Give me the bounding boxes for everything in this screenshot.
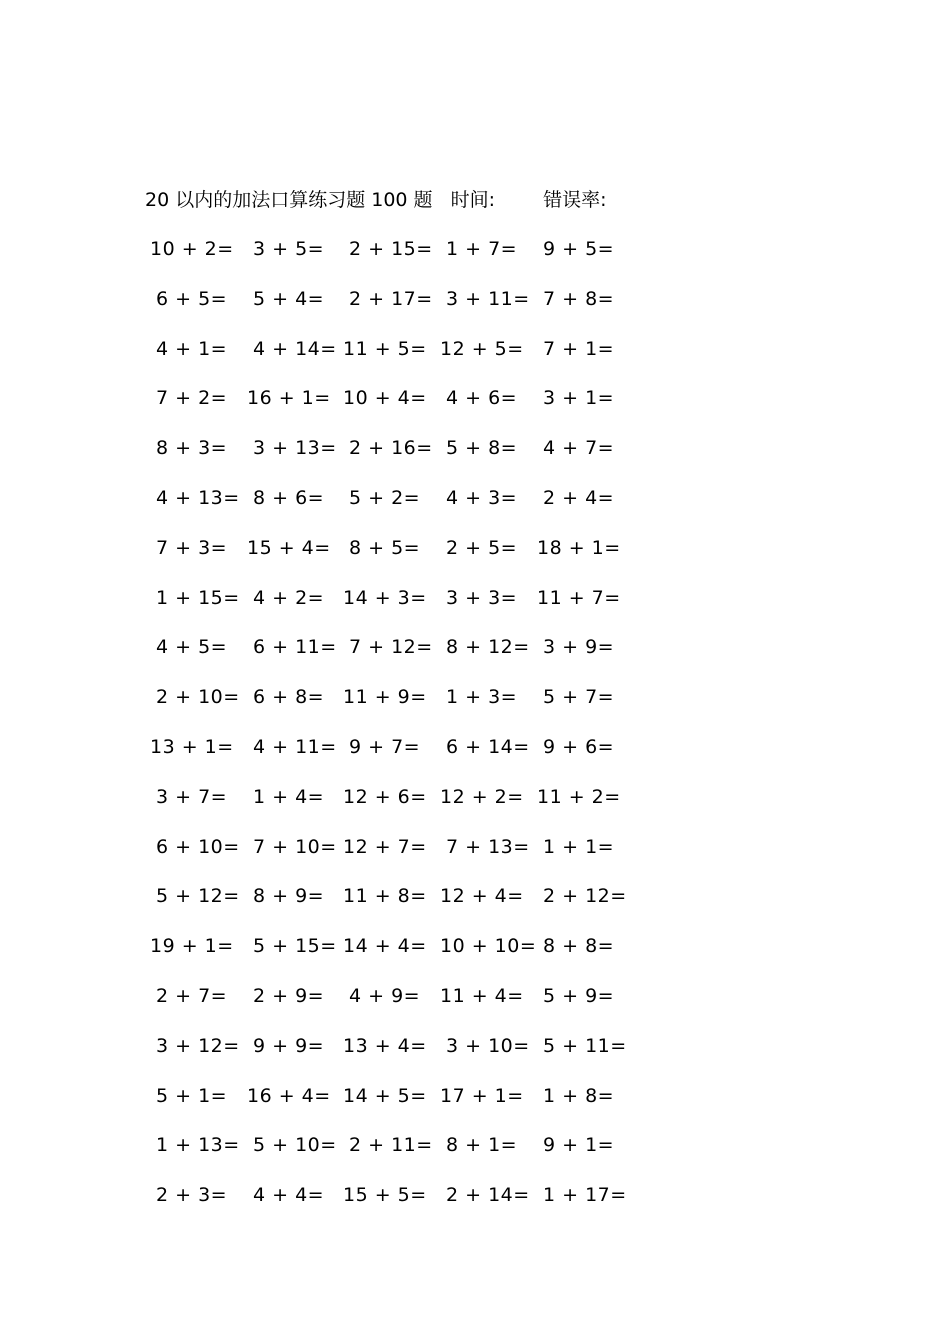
problem-r12-c1: 3 + 7= xyxy=(156,786,228,808)
problem-r13-c1: 6 + 10= xyxy=(156,836,240,858)
problem-r8-c5: 11 + 7= xyxy=(537,587,621,609)
problem-r12-c5: 11 + 2= xyxy=(537,786,621,808)
problem-r11-c4: 6 + 14= xyxy=(446,736,530,758)
problem-r7-c3: 8 + 5= xyxy=(349,537,421,559)
problem-r5-c5: 4 + 7= xyxy=(543,437,615,459)
problem-r14-c1: 5 + 12= xyxy=(156,885,240,907)
problem-r20-c3: 15 + 5= xyxy=(343,1184,427,1206)
problem-r15-c4: 10 + 10= xyxy=(440,935,537,957)
problem-r4-c5: 3 + 1= xyxy=(543,387,615,409)
problem-r5-c4: 5 + 8= xyxy=(446,437,518,459)
problem-r14-c3: 11 + 8= xyxy=(343,885,427,907)
problem-r16-c5: 5 + 9= xyxy=(543,985,615,1007)
problem-r16-c1: 2 + 7= xyxy=(156,985,228,1007)
problem-r2-c5: 7 + 8= xyxy=(543,288,615,310)
problem-r6-c1: 4 + 13= xyxy=(156,487,240,509)
problem-r19-c5: 9 + 1= xyxy=(543,1134,615,1156)
problem-r3-c4: 12 + 5= xyxy=(440,338,524,360)
problem-r11-c1: 13 + 1= xyxy=(150,736,234,758)
problem-r10-c5: 5 + 7= xyxy=(543,686,615,708)
problem-r20-c4: 2 + 14= xyxy=(446,1184,530,1206)
problem-r17-c3: 13 + 4= xyxy=(343,1035,427,1057)
problem-r2-c4: 3 + 11= xyxy=(446,288,530,310)
problem-r13-c3: 12 + 7= xyxy=(343,836,427,858)
problem-r13-c2: 7 + 10= xyxy=(253,836,337,858)
problem-r6-c4: 4 + 3= xyxy=(446,487,518,509)
problem-r2-c1: 6 + 5= xyxy=(156,288,228,310)
problem-r10-c2: 6 + 8= xyxy=(253,686,325,708)
problem-r19-c4: 8 + 1= xyxy=(446,1134,518,1156)
problem-r19-c2: 5 + 10= xyxy=(253,1134,337,1156)
problem-r20-c2: 4 + 4= xyxy=(253,1184,325,1206)
problem-r3-c1: 4 + 1= xyxy=(156,338,228,360)
problem-r4-c1: 7 + 2= xyxy=(156,387,228,409)
problem-r12-c3: 12 + 6= xyxy=(343,786,427,808)
problem-r1-c4: 1 + 7= xyxy=(446,238,518,260)
problem-r1-c2: 3 + 5= xyxy=(253,238,325,260)
problem-r9-c4: 8 + 12= xyxy=(446,636,530,658)
problem-r14-c5: 2 + 12= xyxy=(543,885,627,907)
problem-r18-c1: 5 + 1= xyxy=(156,1085,228,1107)
problem-r5-c1: 8 + 3= xyxy=(156,437,228,459)
problem-r9-c2: 6 + 11= xyxy=(253,636,337,658)
problem-r4-c4: 4 + 6= xyxy=(446,387,518,409)
problem-r10-c4: 1 + 3= xyxy=(446,686,518,708)
problem-r13-c4: 7 + 13= xyxy=(446,836,530,858)
problem-r1-c3: 2 + 15= xyxy=(349,238,433,260)
problem-r13-c5: 1 + 1= xyxy=(543,836,615,858)
problem-r6-c2: 8 + 6= xyxy=(253,487,325,509)
problem-r15-c1: 19 + 1= xyxy=(150,935,234,957)
problem-r18-c3: 14 + 5= xyxy=(343,1085,427,1107)
problem-r11-c5: 9 + 6= xyxy=(543,736,615,758)
problem-r18-c5: 1 + 8= xyxy=(543,1085,615,1107)
problem-r16-c3: 4 + 9= xyxy=(349,985,421,1007)
problem-r10-c1: 2 + 10= xyxy=(156,686,240,708)
problem-r7-c5: 18 + 1= xyxy=(537,537,621,559)
problem-r17-c2: 9 + 9= xyxy=(253,1035,325,1057)
problem-r11-c3: 9 + 7= xyxy=(349,736,421,758)
problem-r11-c2: 4 + 11= xyxy=(253,736,337,758)
problem-r16-c4: 11 + 4= xyxy=(440,985,524,1007)
problem-r9-c1: 4 + 5= xyxy=(156,636,228,658)
problem-r14-c4: 12 + 4= xyxy=(440,885,524,907)
problem-r6-c5: 2 + 4= xyxy=(543,487,615,509)
problem-r7-c1: 7 + 3= xyxy=(156,537,228,559)
problem-r19-c1: 1 + 13= xyxy=(156,1134,240,1156)
problem-r15-c5: 8 + 8= xyxy=(543,935,615,957)
problem-r5-c3: 2 + 16= xyxy=(349,437,433,459)
problem-r9-c5: 3 + 9= xyxy=(543,636,615,658)
problem-r4-c3: 10 + 4= xyxy=(343,387,427,409)
problem-r2-c3: 2 + 17= xyxy=(349,288,433,310)
problem-r7-c2: 15 + 4= xyxy=(247,537,331,559)
problem-r12-c2: 1 + 4= xyxy=(253,786,325,808)
problem-r3-c2: 4 + 14= xyxy=(253,338,337,360)
problem-r18-c4: 17 + 1= xyxy=(440,1085,524,1107)
problem-r17-c5: 5 + 11= xyxy=(543,1035,627,1057)
problem-r17-c4: 3 + 10= xyxy=(446,1035,530,1057)
problem-r20-c1: 2 + 3= xyxy=(156,1184,228,1206)
worksheet-title: 20 以内的加法口算练习题 100 题 xyxy=(145,189,433,211)
problem-r1-c1: 10 + 2= xyxy=(150,238,234,260)
problem-r3-c3: 11 + 5= xyxy=(343,338,427,360)
problem-r15-c2: 5 + 15= xyxy=(253,935,337,957)
time-label: 时间: xyxy=(450,189,496,211)
problem-r2-c2: 5 + 4= xyxy=(253,288,325,310)
problem-r6-c3: 5 + 2= xyxy=(349,487,421,509)
problem-r10-c3: 11 + 9= xyxy=(343,686,427,708)
problem-r7-c4: 2 + 5= xyxy=(446,537,518,559)
problem-r5-c2: 3 + 13= xyxy=(253,437,337,459)
problem-r19-c3: 2 + 11= xyxy=(349,1134,433,1156)
problem-r4-c2: 16 + 1= xyxy=(247,387,331,409)
problem-r3-c5: 7 + 1= xyxy=(543,338,615,360)
problem-r8-c2: 4 + 2= xyxy=(253,587,325,609)
problem-r18-c2: 16 + 4= xyxy=(247,1085,331,1107)
problem-r14-c2: 8 + 9= xyxy=(253,885,325,907)
problem-r15-c3: 14 + 4= xyxy=(343,935,427,957)
problem-r8-c3: 14 + 3= xyxy=(343,587,427,609)
problem-r16-c2: 2 + 9= xyxy=(253,985,325,1007)
problem-r9-c3: 7 + 12= xyxy=(349,636,433,658)
problem-r1-c5: 9 + 5= xyxy=(543,238,615,260)
problem-r20-c5: 1 + 17= xyxy=(543,1184,627,1206)
problem-r8-c1: 1 + 15= xyxy=(156,587,240,609)
error-rate-label: 错误率: xyxy=(543,189,607,211)
problem-r8-c4: 3 + 3= xyxy=(446,587,518,609)
problem-r12-c4: 12 + 2= xyxy=(440,786,524,808)
problem-r17-c1: 3 + 12= xyxy=(156,1035,240,1057)
